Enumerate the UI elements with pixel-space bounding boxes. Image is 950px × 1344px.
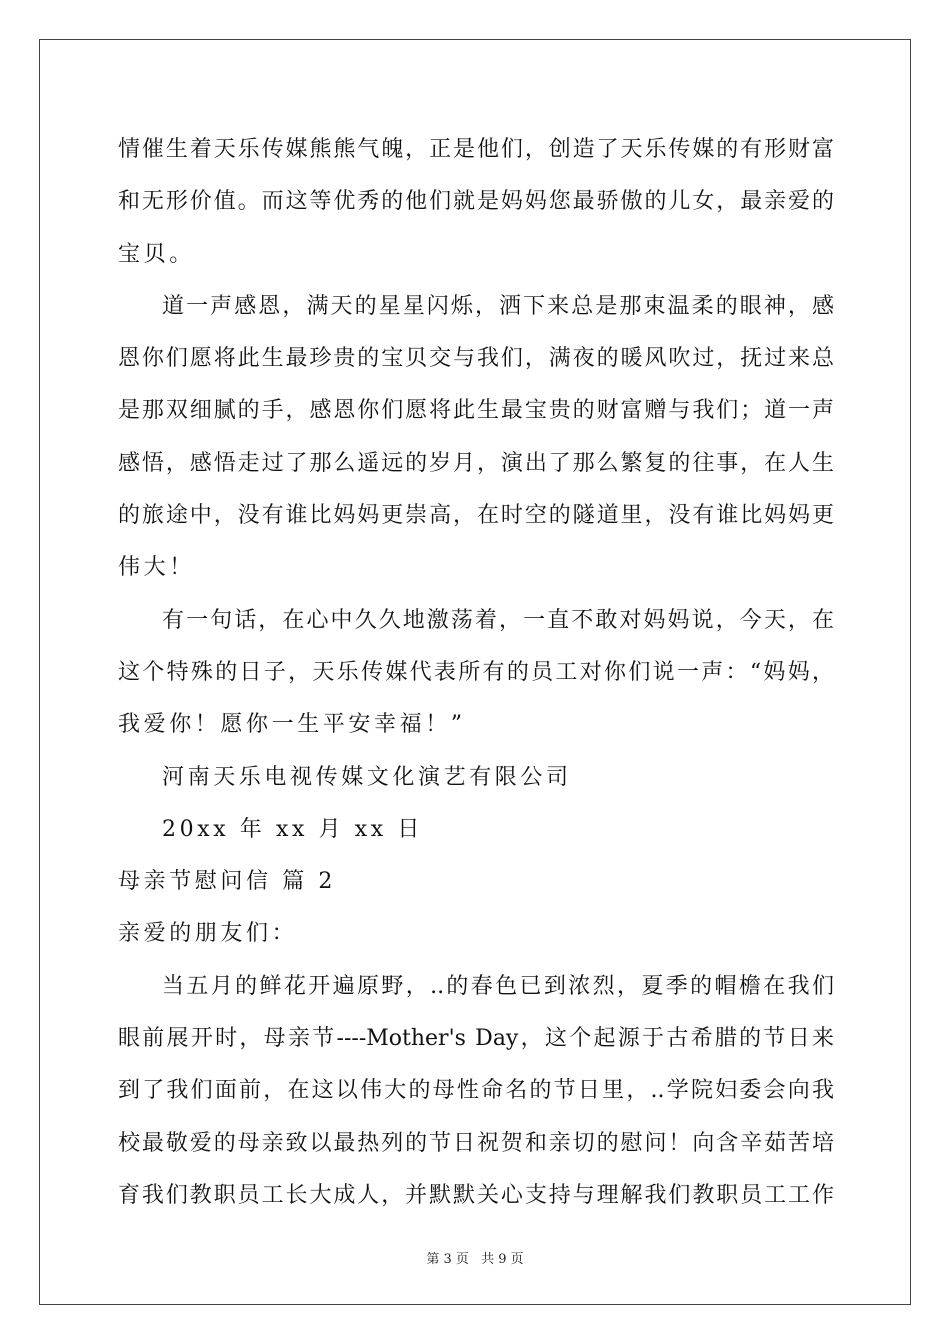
text-line: 校最敬爱的母亲致以最热列的节日祝贺和亲切的慰问！向含辛茹苦培 bbox=[118, 1130, 834, 1156]
text-line: 育我们教职员工长大成人，并默默关心支持与理解我们教职员工工作 bbox=[118, 1182, 834, 1208]
text-line: 是那双细腻的手，感恩你们愿将此生最宝贵的财富赠与我们；道一声 bbox=[118, 398, 834, 424]
text-line: 这个特殊的日子，天乐传媒代表所有的员工对你们说一声：“妈妈， bbox=[118, 659, 834, 685]
page-number: 第 3 页 bbox=[426, 1252, 469, 1267]
text-line: 情催生着天乐传媒熊熊气魄，正是他们，创造了天乐传媒的有形财富 bbox=[118, 137, 834, 162]
text-line: 恩你们愿将此生最珍贵的宝贝交与我们，满夜的暖风吹过，抚过来总 bbox=[118, 346, 834, 372]
text-line: 眼前展开时，母亲节----Mother's Day，这个起源于古希腊的节日来 bbox=[118, 1026, 834, 1052]
text-line: 亲爱的朋友们： bbox=[118, 921, 298, 947]
text-line: 20xx 年 xx 月 xx 日 bbox=[162, 816, 424, 842]
text-line: 感悟，感悟走过了那么遥远的岁月，演出了那么繁复的往事，在人生 bbox=[118, 450, 834, 476]
text-line: 到了我们面前，在这以伟大的母性命名的节日里，..学院妇委会向我 bbox=[118, 1078, 834, 1104]
text-line: 伟大！ bbox=[118, 555, 195, 581]
text-line: 宝贝。 bbox=[118, 241, 195, 267]
text-line: 河南天乐电视传媒文化演艺有限公司 bbox=[162, 764, 572, 790]
document-body bbox=[118, 124, 834, 1222]
text-line: 的旅途中，没有谁比妈妈更崇高，在时空的隧道里，没有谁比妈妈更 bbox=[118, 503, 834, 529]
text-line: 道一声感恩，满天的星星闪烁，洒下来总是那束温柔的眼神，感 bbox=[162, 293, 834, 319]
text-line: 我爱你！愿你一生平安幸福！” bbox=[118, 712, 466, 738]
page-footer bbox=[0, 1248, 950, 1267]
text-line: 有一句话，在心中久久地激荡着，一直不敢对妈妈说，今天，在 bbox=[162, 607, 834, 633]
text-line: 当五月的鲜花开遍原野，..的春色已到浓烈，夏季的帽檐在我们 bbox=[162, 973, 834, 999]
text-line: 和无形价值。而这等优秀的他们就是妈妈您最骄傲的儿女，最亲爱的 bbox=[118, 189, 834, 215]
text-line: 母亲节慰问信 篇 2 bbox=[118, 869, 336, 895]
page-total: 共 9 页 bbox=[481, 1252, 524, 1267]
